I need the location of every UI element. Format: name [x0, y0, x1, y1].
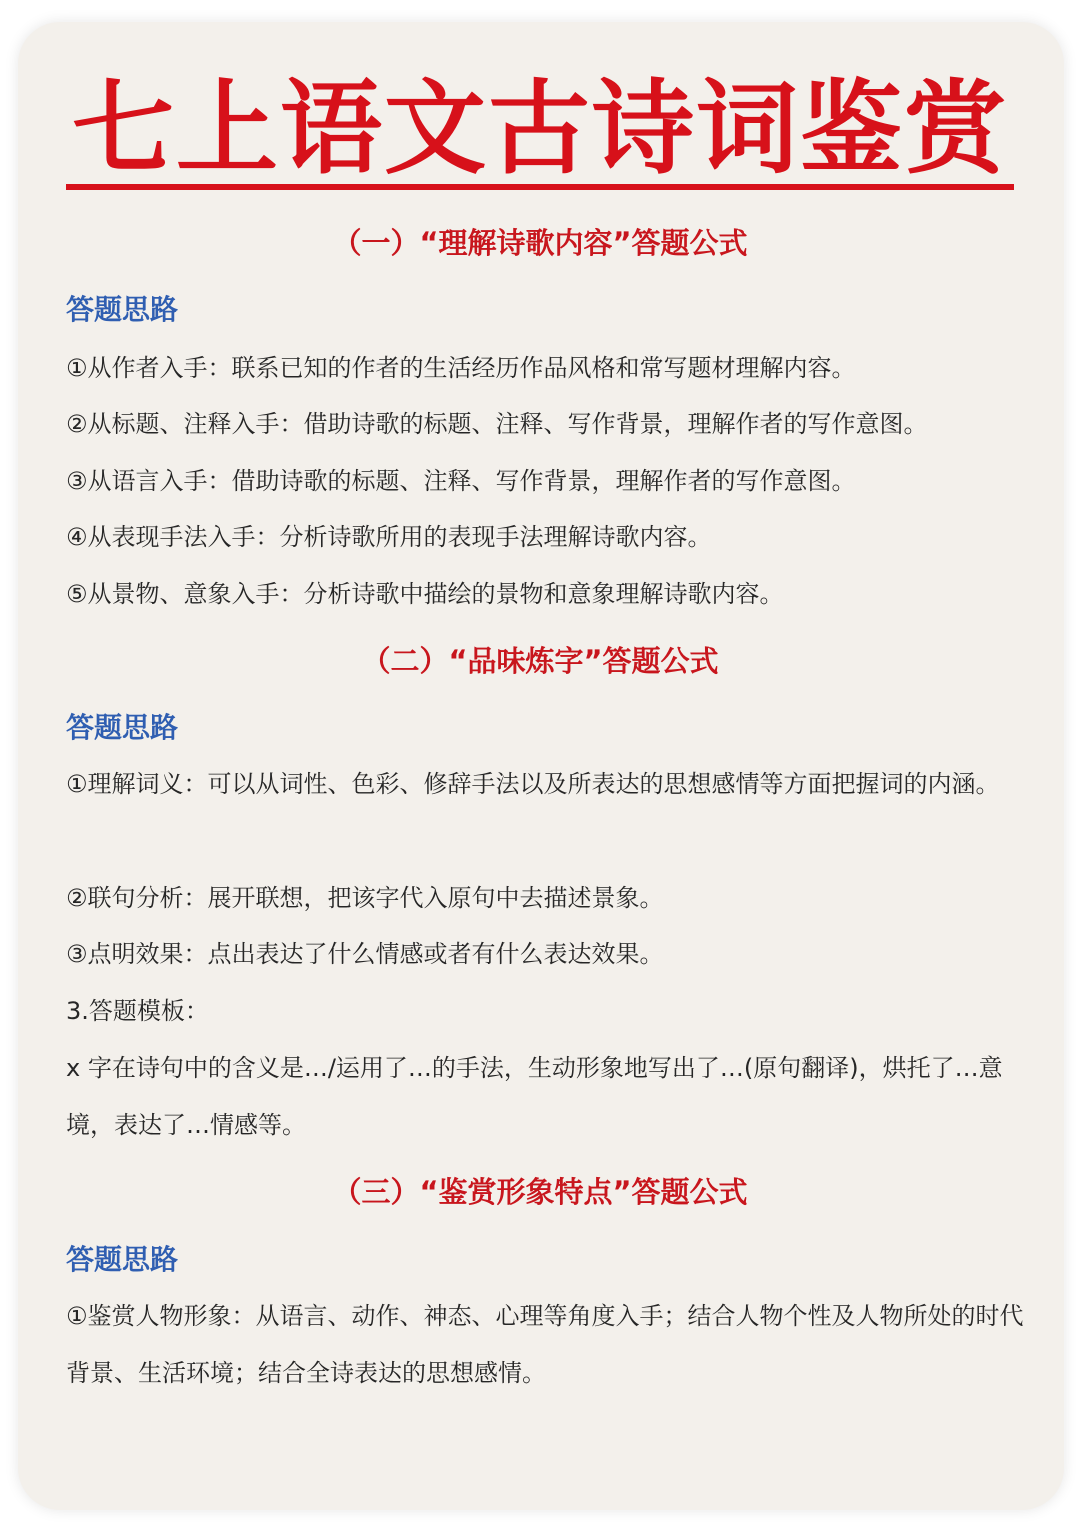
section-heading-3: （三）“鉴赏形象特点”答题公式 — [332, 1175, 748, 1209]
section-label-1: 答题思路 — [66, 293, 179, 326]
section-2-line-3: ③点明效果：点出表达了什么情感或者有什么表达效果。 — [66, 940, 664, 968]
section-label-3: 答题思路 — [66, 1243, 179, 1276]
section-label-2: 答题思路 — [66, 711, 179, 744]
section-2-line-5: x 字在诗句中的含义是…/运用了…的手法，生动形象地写出了…(原句翻译)，烘托了…意境，表达了…情感等。 — [66, 1054, 1003, 1139]
section-1-line-5: ⑤从景物、意象入手：分析诗歌中描绘的景物和意象理解诗歌内容。 — [66, 580, 784, 608]
section-3-line-1: ①鉴赏人物形象：从语言、动作、神态、心理等角度入手；结合人物个性及人物所处的时代背景、生活环境；结合全诗表达的思想感情。 — [66, 1302, 1024, 1387]
page-title-text: 七上语文古诗词鉴赏 — [66, 78, 1014, 190]
section-heading-2: （二）“品味炼字”答题公式 — [361, 644, 719, 678]
section-2-line-4: 3.答题模板： — [66, 997, 209, 1025]
section-heading-1: （一）“理解诗歌内容”答题公式 — [332, 226, 748, 260]
section-1-line-1: ①从作者入手：联系已知的作者的生活经历作品风格和常写题材理解内容。 — [66, 354, 856, 382]
section-2-line-2: ②联句分析：展开联想，把该字代入原句中去描述景象。 — [66, 884, 664, 912]
section-2-line-1: ①理解词义：可以从词性、色彩、修辞手法以及所表达的思想感情等方面把握词的内涵。 — [66, 770, 1000, 798]
section-1-line-2: ②从标题、注释入手：借助诗歌的标题、注释、写作背景，理解作者的写作意图。 — [66, 410, 928, 438]
page-title — [0, 70, 1080, 190]
section-1-line-3: ③从语言入手：借助诗歌的标题、注释、写作背景，理解作者的写作意图。 — [66, 467, 856, 495]
section-1-line-4: ④从表现手法入手：分析诗歌所用的表现手法理解诗歌内容。 — [66, 523, 712, 551]
